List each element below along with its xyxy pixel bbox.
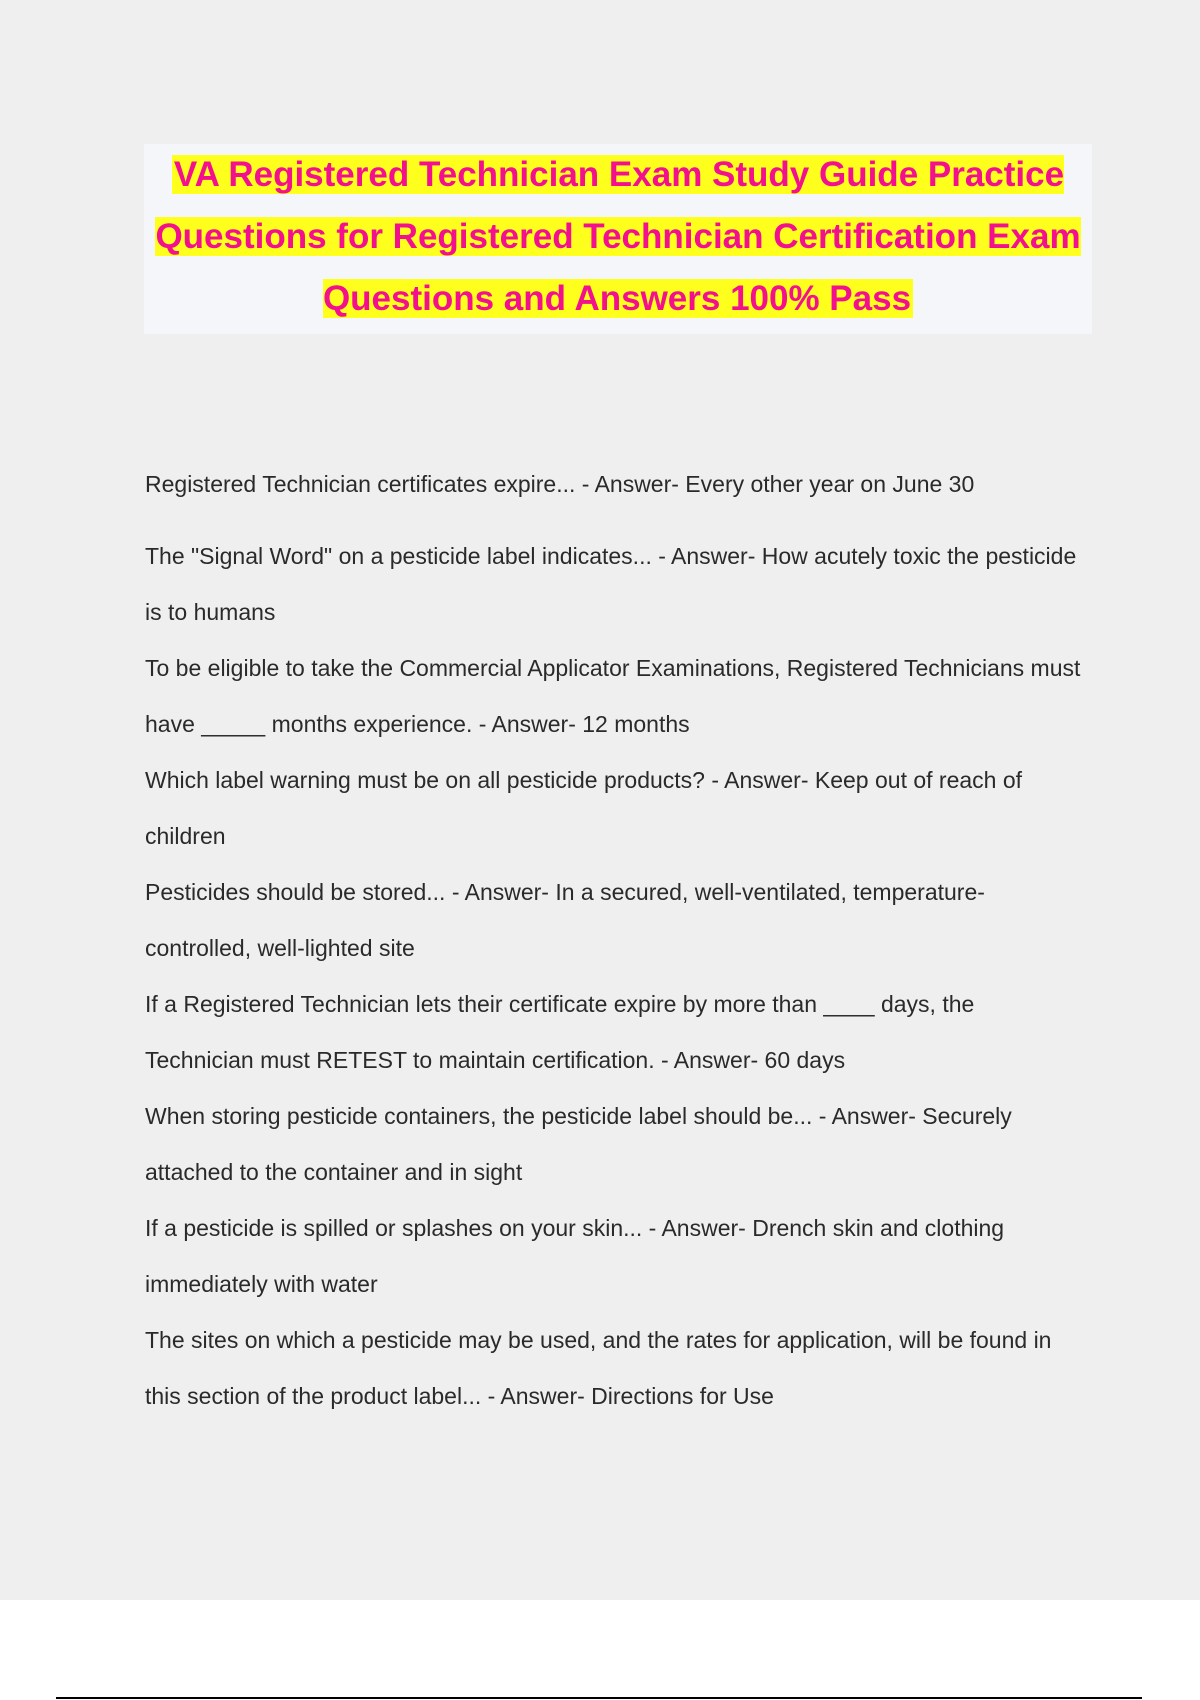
qa-item: When storing pesticide containers, the pesticide label should be... - Answer- Securely attached to the container and in sight [145, 1103, 1012, 1185]
footer-divider [56, 1697, 1142, 1699]
qa-item: The "Signal Word" on a pesticide label indicates... - Answer- How acutely toxic the pesticide is to humans [145, 543, 1077, 625]
document-title-text: VA Registered Technician Exam Study Guide Practice Questions for Registered Technician Certification Exam Questions and Answers 100% Pass [155, 155, 1081, 318]
qa-item: If a pesticide is spilled or splashes on your skin... - Answer- Drench skin and clothing immediately with water [145, 1215, 1005, 1297]
document-title [144, 144, 1092, 330]
title-box [144, 144, 1092, 334]
qa-item: If a Registered Technician lets their certificate expire by more than ____ days, the Technician must RETEST to maintain certification. - Answer- 60 days [145, 991, 975, 1073]
qa-item: To be eligible to take the Commercial Applicator Examinations, Registered Technicians must have _____ months experience. - Answer- 12 months [145, 655, 1081, 737]
qa-item: Pesticides should be stored... - Answer- In a secured, well-ventilated, temperature-controlled, well-lighted site [145, 879, 985, 961]
qa-list [145, 456, 1085, 1424]
qa-item: Registered Technician certificates expire... - Answer- Every other year on June 30 [145, 471, 975, 497]
qa-item: Which label warning must be on all pesticide products? - Answer- Keep out of reach of children [145, 767, 1023, 849]
qa-item: The sites on which a pesticide may be used, and the rates for application, will be found in this section of the product label... - Answer- Directions for Use [145, 1327, 1052, 1409]
